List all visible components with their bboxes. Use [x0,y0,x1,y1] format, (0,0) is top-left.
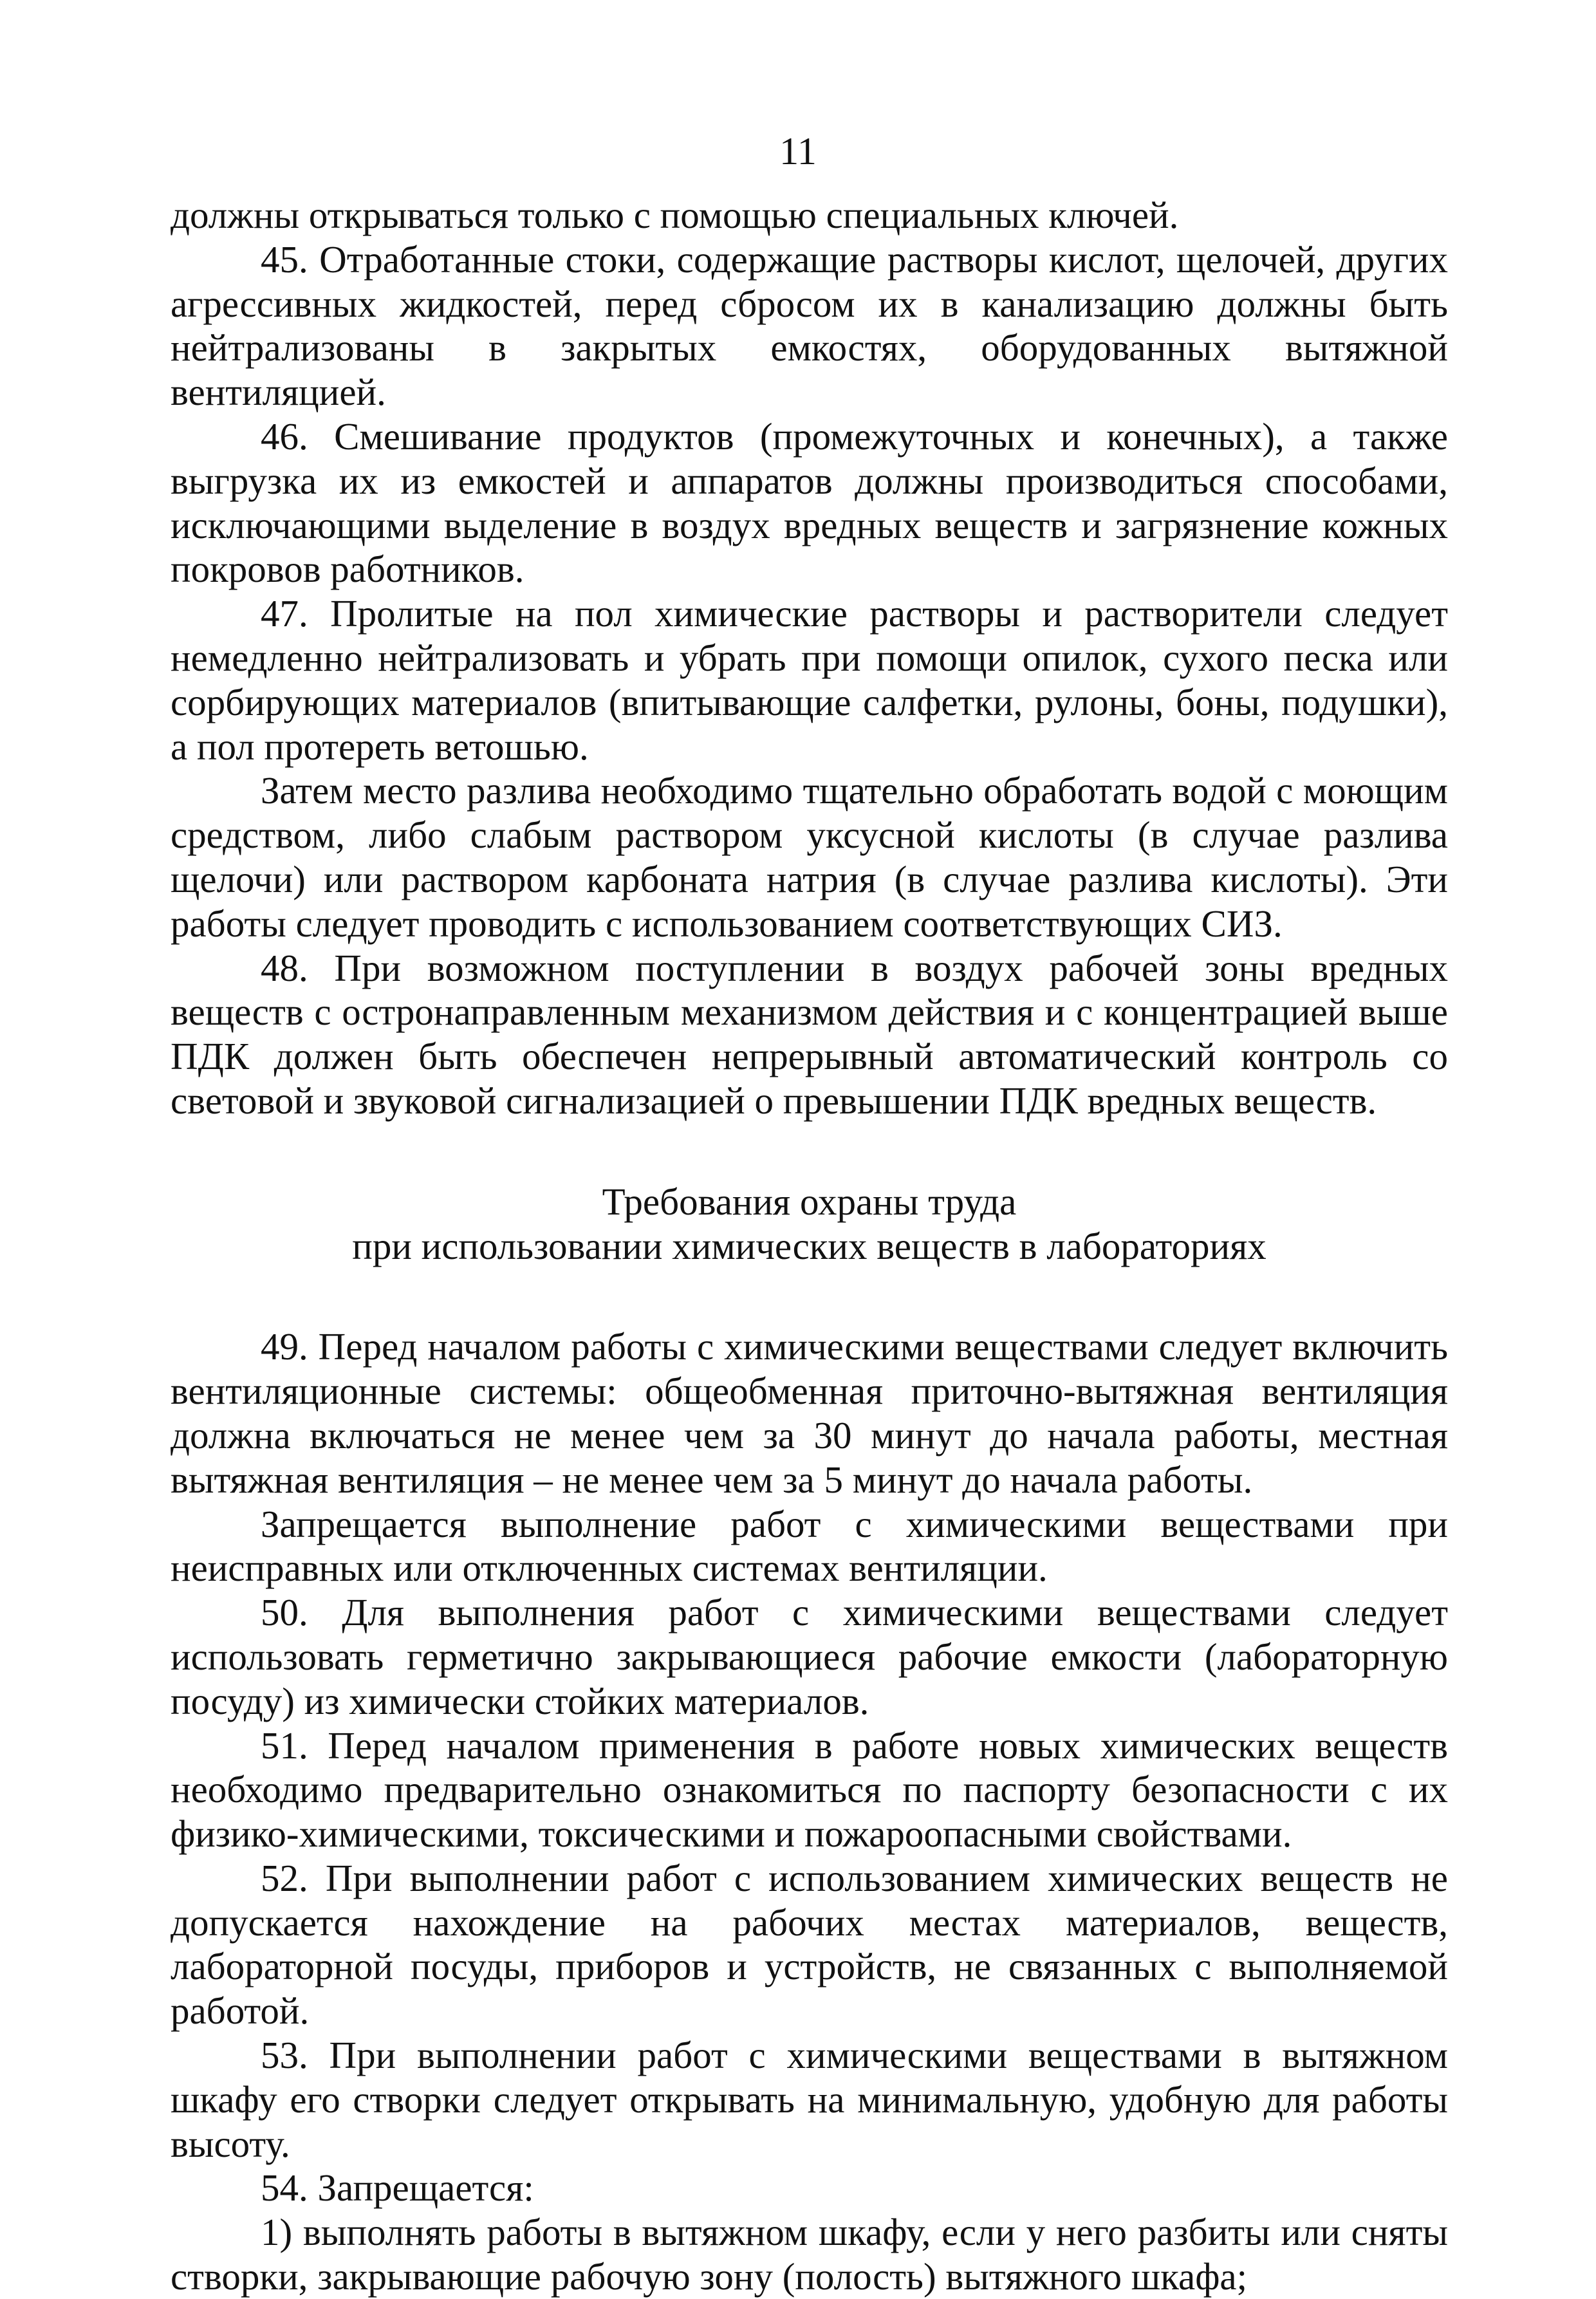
paragraph-53: 53. При выполнении работ с химическими веществами в вытяжном шкафу его створки следует открывать на минимальную, удобную для работы высоту. [171,2034,1448,2165]
paragraph-continuation: должны открываться только с помощью специальных ключей. [171,194,1179,236]
page-number: 11 [779,130,817,172]
spacer [171,1123,1448,1180]
paragraph-49-continued: Запрещается выполнение работ с химическими веществами при неисправных или отключенных системах вентиляции. [171,1502,1448,1590]
section-heading-line-1: Требования охраны труда [602,1180,1017,1223]
paragraph-50: 50. Для выполнения работ с химическими веществами следует использовать герметично закрывающиеся рабочие емкости (лабораторную посуду) из химически стойких материалов. [171,1591,1448,1722]
paragraph-49: 49. Перед началом работы с химическими веществами следует включить вентиляционные системы: общеобменная приточно-вытяжная вентиляция должна включаться не менее чем за 30 минут до начала работы, местная вытяжная вентиляция – не менее чем за 5 минут до начала работы. [171,1325,1448,1501]
section-heading [171,1180,1448,1269]
document-body [171,193,1448,2299]
paragraph-46: 46. Смешивание продуктов (промежуточных и конечных), а также выгрузка их из емкостей и аппаратов должны производиться способами, исключающими выделение в воздух вредных веществ и загрязнение кожных покровов работников. [171,414,1448,591]
paragraph-48: 48. При возможном поступлении в воздух рабочей зоны вредных веществ с остронаправленным механизмом действия и с концентрацией выше ПДК должен быть обеспечен непрерывный автоматический контроль со световой и звуковой сигнализацией о превышении ПДК вредных веществ. [171,946,1448,1122]
section-heading-line-2: при использовании химических веществ в лабораториях [352,1224,1267,1267]
paragraph-54-item-1: 1) выполнять работы в вытяжном шкафу, если у него разбиты или сняты створки, закрывающие рабочую зону (полость) вытяжного шкафа; [171,2211,1448,2298]
paragraph-47-continued: Затем место разлива необходимо тщательно обработать водой с моющим средством, либо слабым раствором уксусной кислоты (в случае разлива щелочи) или раствором карбоната натрия (в случае разлива кислоты). Эти работы следует проводить с использованием соответствующих СИЗ. [171,769,1448,945]
paragraph-45: 45. Отработанные стоки, содержащие растворы кислот, щелочей, других агрессивных жидкостей, перед сбросом их в канализацию должны быть нейтрализованы в закрытых емкостях, оборудованных вытяжной вентиляцией. [171,237,1448,414]
paragraph-47: 47. Пролитые на пол химические растворы и растворители следует немедленно нейтрализовать и убрать при помощи опилок, сухого песка или сорбирующих материалов (впитывающие салфетки, рулоны, боны, подушки), а пол протереть ветошью. [171,592,1448,768]
paragraph-52: 52. При выполнении работ с использованием химических веществ не допускается нахождение на рабочих местах материалов, веществ, лабораторной посуды, приборов и устройств, не связанных с выполняемой работой. [171,1856,1448,2033]
paragraph-51: 51. Перед началом применения в работе новых химических веществ необходимо предварительно ознакомиться по паспорту безопасности с их физико-химическими, токсическими и пожароопасными свойствами. [171,1724,1448,1856]
paragraph-54: 54. Запрещается: [261,2166,534,2210]
spacer [171,1268,1448,1325]
